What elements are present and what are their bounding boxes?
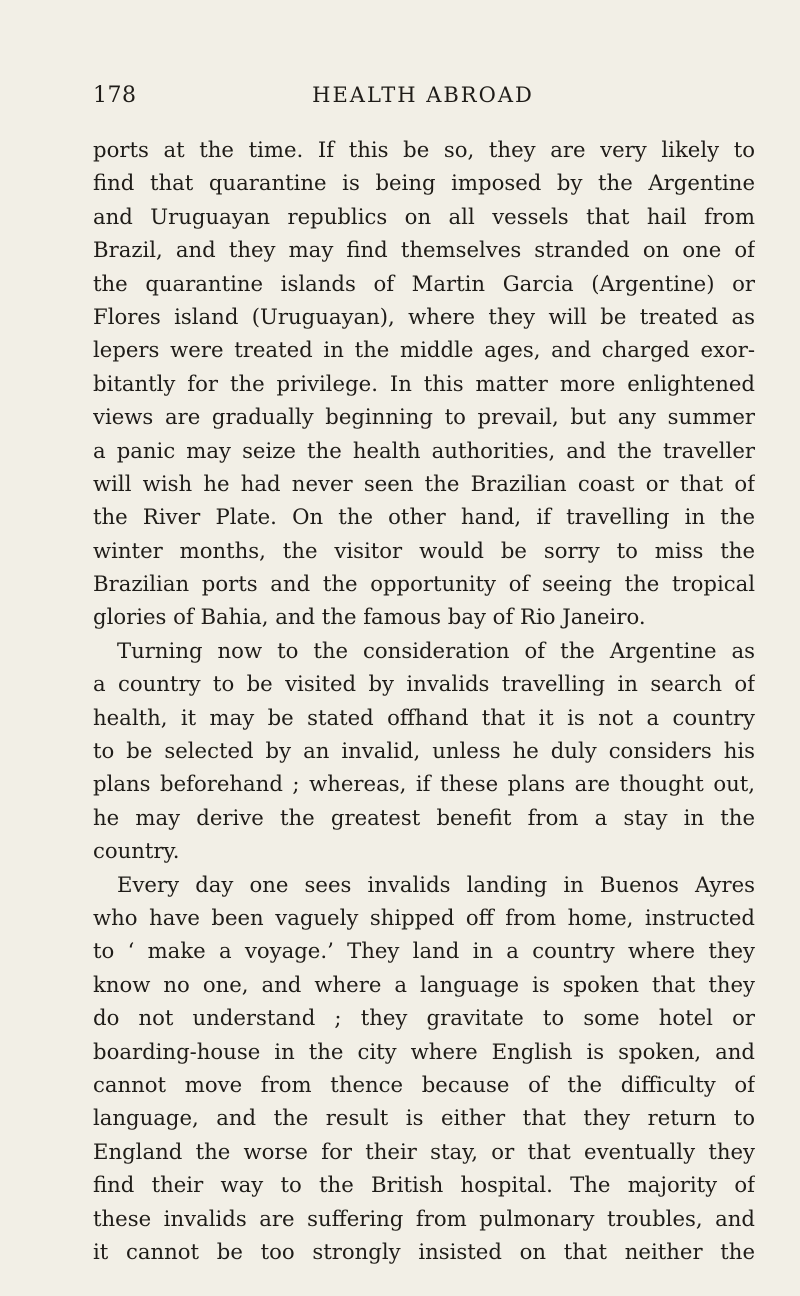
text-line: Every day one sees invalids landing in Buenos Ayres [117, 871, 755, 897]
text-line: to be selected by an invalid, unless he duly considers his [93, 738, 755, 764]
text-line: ports at the time. If this be so, they are very likely to [93, 137, 755, 162]
page-number: 178 [93, 83, 137, 108]
text-line: he may derive the greatest benefit from a stay in the [93, 804, 755, 830]
text-line: glories of Bahia, and the famous bay of Rio Janeiro. [93, 604, 646, 630]
text-line: find their way to the British hospital. The majority of [93, 1172, 755, 1198]
text-line: bitantly for the privilege. In this matter more enlightened [93, 370, 755, 396]
text-line: language, and the result is either that they return to [93, 1105, 755, 1131]
text-line: boarding-house in the city where English is spoken, and [93, 1038, 755, 1064]
text-line: health, it may be stated offhand that it is not a country [93, 704, 755, 730]
text-line: plans beforehand ; whereas, if these plans are thought out, [93, 771, 755, 797]
text-line: Brazil, and they may find themselves stranded on one of [93, 237, 755, 263]
text-line: know no one, and where a language is spoken that they [93, 971, 755, 997]
text-line: the River Plate. On the other hand, if travelling in the [93, 504, 755, 530]
text-line: these invalids are suffering from pulmonary troubles, and [93, 1205, 755, 1231]
text-line: Turning now to the consideration of the Argentine as [117, 637, 755, 663]
text-line: Flores island (Uruguayan), where they will be treated as [93, 303, 755, 329]
body-text [93, 133, 755, 1268]
text-line: a country to be visited by invalids travelling in search of [93, 671, 755, 697]
text-line: England the worse for their stay, or that eventually they [93, 1138, 755, 1164]
page-header [93, 83, 753, 117]
text-line: do not understand ; they gravitate to some hotel or [93, 1005, 755, 1031]
text-line: find that quarantine is being imposed by the Argentine [93, 170, 755, 196]
text-line: the quarantine islands of Martin Garcia (Argentine) or [93, 270, 755, 296]
text-line: will wish he had never seen the Brazilian coast or that of [93, 470, 755, 496]
text-line: to ‘ make a voyage.’ They land in a country where they [93, 938, 755, 964]
text-line: cannot move from thence because of the difficulty of [93, 1071, 755, 1097]
text-line: and Uruguayan republics on all vessels that hail from [93, 203, 755, 229]
text-line: it cannot be too strongly insisted on that neither the [93, 1238, 755, 1264]
text-line: Brazilian ports and the opportunity of seeing the tropical [93, 571, 755, 597]
text-line: who have been vaguely shipped off from home, instructed [93, 904, 755, 930]
text-line: lepers were treated in the middle ages, and charged exor- [93, 337, 755, 363]
text-line: views are gradually beginning to prevail, but any summer [93, 404, 755, 430]
text-line: country. [93, 838, 180, 864]
running-head: HEALTH ABROAD [312, 83, 534, 107]
text-line: a panic may seize the health authorities, and the traveller [93, 437, 755, 463]
text-line: winter months, the visitor would be sorry to miss the [93, 537, 755, 563]
